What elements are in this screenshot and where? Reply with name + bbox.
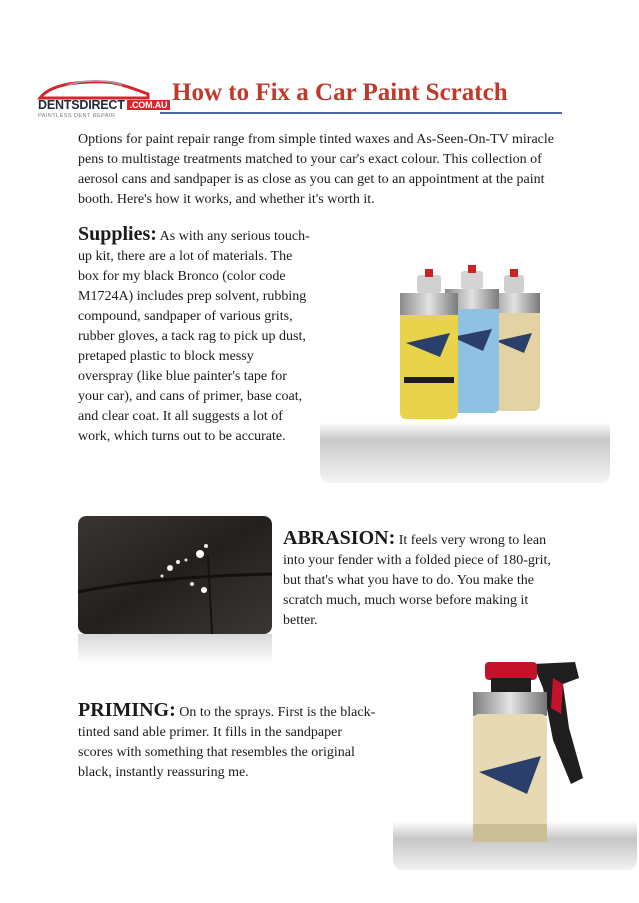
priming-text: On to the sprays. First is the black-tinted sand able primer. It fills in the sandpaper scores with something that resembles the original black, instantly reassuring me.	[78, 705, 376, 780]
supplies-section	[78, 224, 310, 447]
title-underline	[160, 112, 562, 114]
spray-cans-image	[320, 241, 610, 483]
logo-tagline: PAINTLESS DENT REPAIR	[38, 113, 116, 119]
dentsdirect-logo	[36, 76, 168, 124]
logo-domain-badge: .COM.AU	[127, 100, 171, 110]
priming-section	[78, 700, 376, 783]
abrasion-heading: ABRASION:	[283, 527, 396, 549]
page-title: How to Fix a Car Paint Scratch	[172, 79, 508, 106]
abrasion-section	[283, 528, 555, 631]
scratched-paint-image	[78, 516, 272, 664]
supplies-heading: Supplies:	[78, 223, 157, 245]
intro-paragraph: Options for paint repair range from simple tinted waxes and As-Seen-On-TV miracle pens to multistage treatments matched to your car's exact colour. This collection of aerosol cans and sandpaper is as close as you can get to an appointment at the paint booth. Here's how it works, and whether it's worth it.	[78, 132, 554, 207]
logo-brand-text: DENTSDIRECT	[38, 98, 125, 112]
abrasion-text: It feels very wrong to lean into your fender with a folded piece of 180-grit, but that's what you have to do. You make the scratch much, much worse before making it better.	[283, 533, 551, 628]
spray-can-trigger-image	[393, 648, 637, 870]
priming-heading: PRIMING:	[78, 699, 176, 721]
supplies-text: As with any serious touch-up kit, there are a lot of materials. The box for my black Bronco (color code M1724A) includes prep solvent, rubbing compound, sandpaper of various grits, rubber gloves, a tack rag to pick up dust, pretaped plastic to block messy overspray (like blue painter's tape for your car), and cans of primer, base coat, and clear coat. It all suggests a lot of work, which turns out to be accurate.	[78, 229, 310, 444]
